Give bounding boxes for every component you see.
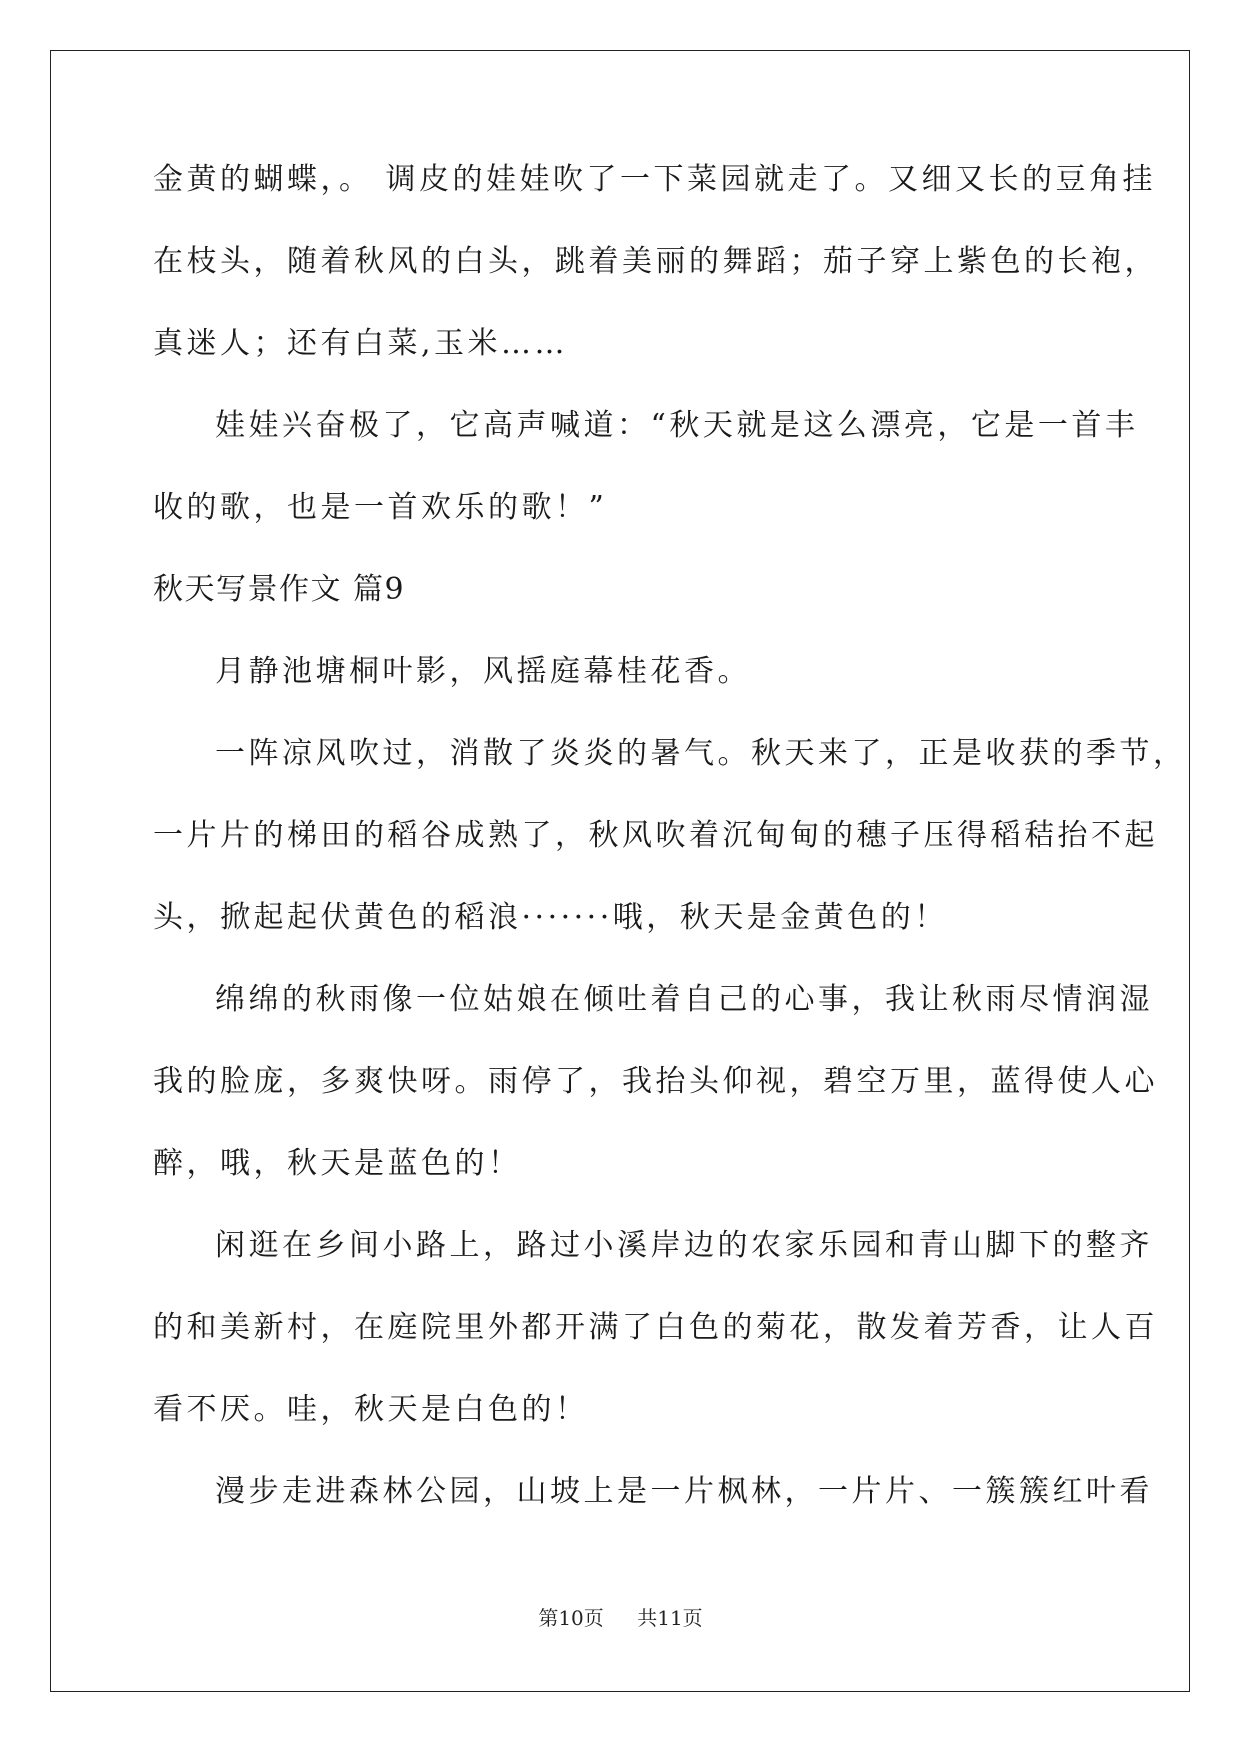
text-line: 醉，哦，秋天是蓝色的！ bbox=[153, 1146, 522, 1181]
text-line: 金黄的蝴蝶，。 调皮的娃娃吹了一下菜园就走了。又细又长的豆角挂 bbox=[153, 162, 1157, 197]
paragraph-start-line: 娃娃兴奋极了，它高声喊道：“秋天就是这么漂亮，它是一首丰 bbox=[215, 408, 1139, 443]
text-line: 看不厌。哇，秋天是白色的！ bbox=[153, 1392, 589, 1427]
text-line: 我的脸庞，多爽快呀。雨停了，我抬头仰视，碧空万里，蓝得使人心 bbox=[153, 1064, 1158, 1099]
total-pages: 共11页 bbox=[637, 1606, 703, 1630]
paragraph-start-line: 一阵凉风吹过，消散了炎炎的暑气。秋天来了，正是收获的季节， bbox=[215, 736, 1187, 771]
text-line: 收的歌，也是一首欢乐的歌！” bbox=[153, 490, 608, 525]
paragraph-start-line: 闲逛在乡间小路上，路过小溪岸边的农家乐园和青山脚下的整齐 bbox=[215, 1228, 1153, 1263]
text-line: 头，掀起起伏黄色的稻浪·······哦，秋天是金黄色的！ bbox=[153, 900, 948, 935]
paragraph-start-line: 漫步走进森林公园，山坡上是一片枫林，一片片、一簇簇红叶看 bbox=[215, 1474, 1153, 1509]
page-number: 第10页 bbox=[538, 1606, 604, 1630]
paragraph-start-line: 月静池塘桐叶影，风摇庭幕桂花香。 bbox=[215, 654, 751, 689]
text-line: 一片片的梯田的稻谷成熟了，秋风吹着沉甸甸的穗子压得稻秸抬不起 bbox=[153, 818, 1158, 853]
text-line: 的和美新村，在庭院里外都开满了白色的菊花，散发着芳香，让人百 bbox=[153, 1310, 1158, 1345]
document-body bbox=[153, 160, 1187, 1554]
page-footer bbox=[0, 1602, 1241, 1631]
paragraph-start-line: 绵绵的秋雨像一位姑娘在倾吐着自己的心事，我让秋雨尽情润湿 bbox=[215, 982, 1153, 1017]
text-line: 在枝头，随着秋风的白头，跳着美丽的舞蹈；茄子穿上紫色的长袍， bbox=[153, 244, 1158, 279]
text-line: 真迷人；还有白菜,玉米…… bbox=[153, 326, 569, 361]
section-heading: 秋天写景作文 篇9 bbox=[153, 572, 406, 607]
page-separator bbox=[614, 1606, 627, 1630]
